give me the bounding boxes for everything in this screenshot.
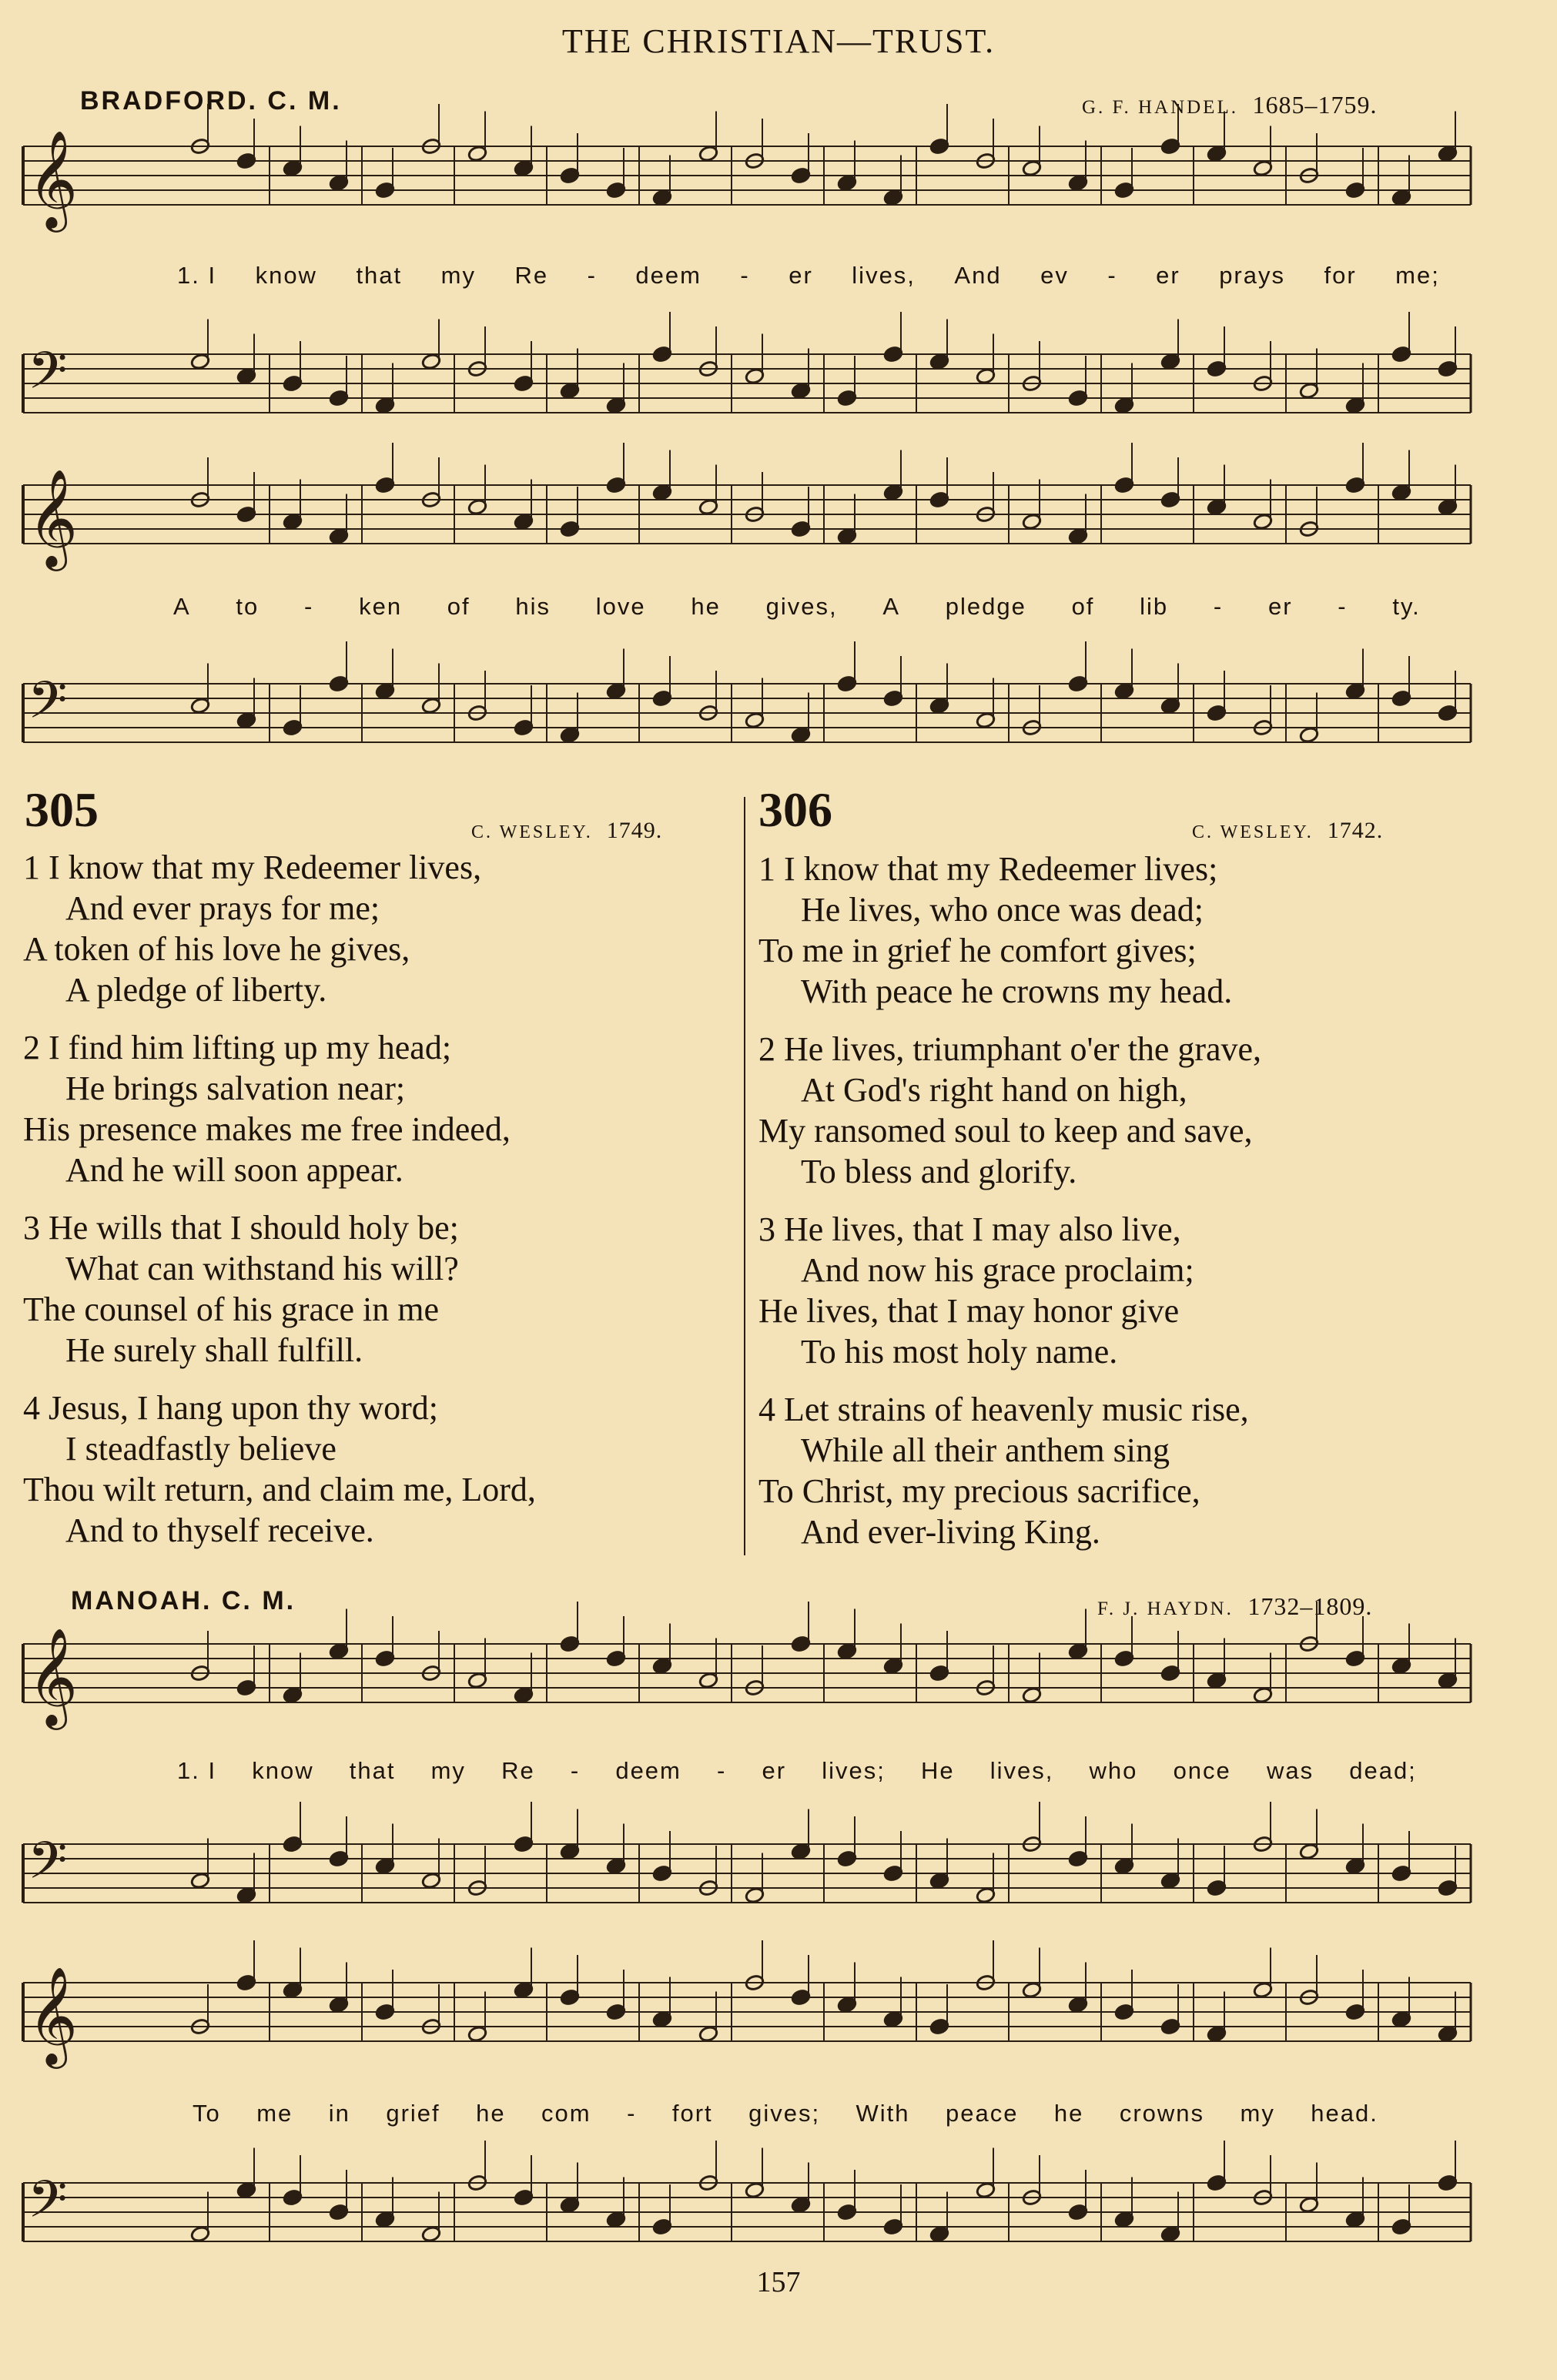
tune2-composer-credit <box>1097 1592 1372 1621</box>
verse-line: A pledge of liberty. <box>65 971 327 1009</box>
verse-line: He lives, who once was dead; <box>801 891 1204 929</box>
lyric-syllable: er <box>1267 593 1293 620</box>
verse-line: He brings salvation near; <box>65 1069 406 1107</box>
verse-line: And he will soon appear. <box>65 1151 403 1189</box>
tune1-lyrics-line2 <box>173 593 1421 621</box>
verse-line: And now his grace proclaim; <box>801 1251 1194 1289</box>
hymn306-credit <box>1192 818 1383 844</box>
verse-line: While all their anthem sing <box>801 1431 1170 1469</box>
lyric-syllable: - <box>740 262 750 289</box>
lyric-syllable: me; <box>1395 262 1440 289</box>
verse-line: 1 I know that my Redeemer lives; <box>758 850 1218 888</box>
tune2-system1-treble-staff <box>23 1629 1471 1729</box>
lyric-syllable: 1. I <box>177 262 217 289</box>
lyric-syllable: er <box>1156 262 1180 289</box>
lyric-syllable: - <box>1213 593 1224 620</box>
verse-line: 2 He lives, triumphant o'er the grave, <box>758 1030 1262 1068</box>
lyric-syllable: lives; <box>822 1757 886 1784</box>
hymn306-author: C. WESLEY. <box>1192 822 1314 842</box>
hymn305-year: 1749. <box>606 818 663 843</box>
lyric-syllable: ken <box>359 593 403 620</box>
hymn306-number: 306 <box>758 782 832 837</box>
tune2-system2-bass-staff <box>23 2167 1471 2268</box>
lyric-syllable: com <box>541 2100 591 2127</box>
lyric-syllable: 1. I <box>177 1757 217 1784</box>
lyric-syllable: in <box>328 2100 350 2127</box>
lyric-syllable: fort <box>671 2100 713 2127</box>
lyric-syllable: my <box>440 262 476 289</box>
tune2-system1-bass-staff <box>23 1829 1471 1929</box>
tune2-name: MANOAH. C. M. <box>71 1586 296 1615</box>
verse-line: What can withstand his will? <box>65 1250 459 1287</box>
verse-line: To Christ, my precious sacrifice, <box>758 1472 1200 1510</box>
tune1-name: BRADFORD. C. M. <box>80 86 342 115</box>
lyric-syllable: A <box>173 593 191 620</box>
lyric-syllable: my <box>1240 2100 1275 2127</box>
lyric-syllable: - <box>587 262 597 289</box>
verse-line: And ever prays for me; <box>65 889 380 927</box>
lyric-syllable: pledge <box>945 593 1026 620</box>
lyric-syllable: who <box>1089 1757 1138 1784</box>
lyric-syllable: of <box>447 593 470 620</box>
svg-text:𝄞: 𝄞 <box>28 1966 79 2064</box>
lyric-syllable: - <box>717 1757 727 1784</box>
verse-line: He surely shall fulfill. <box>65 1331 363 1369</box>
hymn305-text <box>23 847 536 1568</box>
lyric-syllable: once <box>1173 1757 1231 1784</box>
lyric-syllable: Re <box>501 1757 535 1784</box>
lyric-syllable: - <box>627 2100 637 2127</box>
stanza <box>758 1029 1261 1192</box>
stanza <box>23 1027 536 1190</box>
hymn306-year: 1742. <box>1327 818 1384 843</box>
verse-line: A token of his love he gives, <box>23 930 410 968</box>
tune2-system2-treble-staff <box>23 1967 1471 2067</box>
lyric-syllable: And <box>954 262 1002 289</box>
verse-line: Thou wilt return, and claim me, Lord, <box>23 1471 536 1508</box>
lyric-syllable: - <box>570 1757 581 1784</box>
lyric-syllable: crowns <box>1119 2100 1205 2127</box>
lyric-syllable: Re <box>514 262 549 289</box>
lyric-syllable: my <box>430 1757 466 1784</box>
stanza <box>758 1209 1261 1372</box>
lyric-syllable: know <box>252 1757 314 1784</box>
page-number: 157 <box>756 2266 801 2298</box>
lyric-syllable: his <box>515 593 551 620</box>
tune1-composer: G. F. HANDEL. <box>1082 97 1238 118</box>
lyric-syllable: A <box>882 593 900 620</box>
lyric-syllable: he <box>691 593 721 620</box>
stanza <box>23 847 536 1010</box>
lyric-syllable: He <box>920 1757 955 1784</box>
hymn305-credit <box>471 818 662 844</box>
tune1-system2-treble-staff <box>23 470 1471 570</box>
tune1-system1-bass-staff <box>23 339 1471 439</box>
verse-line: 4 Jesus, I hang upon thy word; <box>23 1389 438 1427</box>
lyric-syllable: me <box>256 2100 293 2127</box>
tune1-dates: 1685–1759. <box>1252 91 1378 119</box>
lyric-syllable: head. <box>1311 2100 1378 2127</box>
verse-line: With peace he crowns my head. <box>801 972 1233 1010</box>
lyric-syllable: er <box>789 262 813 289</box>
lyric-syllable: deem <box>615 1757 681 1784</box>
stanza <box>23 1207 536 1371</box>
verse-line: 3 He lives, that I may also live, <box>758 1210 1181 1248</box>
lyric-syllable: that <box>349 1757 396 1784</box>
lyric-syllable: ty. <box>1392 593 1421 620</box>
stanza <box>23 1387 536 1551</box>
svg-text:𝄞: 𝄞 <box>28 129 79 228</box>
tune2-composer: F. J. HAYDN. <box>1097 1598 1234 1619</box>
verse-line: 2 I find him lifting up my head; <box>23 1029 452 1066</box>
lyric-syllable: he <box>476 2100 506 2127</box>
lyric-syllable: peace <box>945 2100 1019 2127</box>
svg-text:𝄢: 𝄢 <box>28 341 68 413</box>
lyric-syllable: prays <box>1219 262 1285 289</box>
svg-text:𝄢: 𝄢 <box>28 1831 68 1903</box>
hymn306-text <box>758 849 1261 1569</box>
lyric-syllable: lives, <box>852 262 916 289</box>
hymn305-author: C. WESLEY. <box>471 822 593 842</box>
lyric-syllable: dead; <box>1349 1757 1417 1784</box>
stanza <box>758 849 1261 1012</box>
verse-line: I steadfastly believe <box>65 1430 337 1468</box>
lyric-syllable: - <box>1107 262 1117 289</box>
lyric-syllable: for <box>1324 262 1357 289</box>
lyric-syllable: know <box>255 262 317 289</box>
lyric-syllable: lib <box>1140 593 1169 620</box>
lyric-syllable: he <box>1053 2100 1084 2127</box>
svg-text:𝄢: 𝄢 <box>28 671 68 742</box>
stanza <box>758 1389 1261 1552</box>
verse-line: My ransomed soul to keep and save, <box>758 1112 1253 1150</box>
lyric-syllable: deem <box>635 262 701 289</box>
tune2-lyrics-line2 <box>193 2100 1378 2127</box>
verse-line: To me in grief he comfort gives; <box>758 932 1197 969</box>
verse-line: 1 I know that my Redeemer lives, <box>23 849 482 886</box>
hymn305-number: 305 <box>25 782 99 837</box>
column-divider <box>744 797 745 1555</box>
tune2-lyrics-line1 <box>177 1757 1417 1785</box>
verse-line: His presence makes me free indeed, <box>23 1110 511 1148</box>
lyric-syllable: love <box>595 593 646 620</box>
tune1-system2-bass-staff <box>23 668 1471 768</box>
tune1-system1-treble-staff <box>23 131 1471 231</box>
verse-line: 4 Let strains of heavenly music rise, <box>758 1391 1249 1428</box>
lyric-syllable: gives; <box>748 2100 821 2127</box>
verse-line: To bless and glorify. <box>801 1153 1077 1190</box>
lyric-syllable: grief <box>386 2100 440 2127</box>
svg-text:𝄢: 𝄢 <box>28 2170 68 2241</box>
tune1-composer-credit <box>1082 91 1377 119</box>
lyric-syllable: gives, <box>765 593 838 620</box>
svg-text:𝄞: 𝄞 <box>28 1627 79 1726</box>
lyric-syllable: er <box>762 1757 787 1784</box>
verse-line: And to thyself receive. <box>65 1511 374 1549</box>
lyric-syllable: With <box>856 2100 910 2127</box>
lyric-syllable: lives, <box>989 1757 1054 1784</box>
page-title: THE CHRISTIAN—TRUST. <box>561 22 996 60</box>
lyric-syllable: - <box>1338 593 1348 620</box>
lyric-syllable: - <box>304 593 314 620</box>
tune2-dates: 1732–1809. <box>1247 1592 1373 1620</box>
verse-line: The counsel of his grace in me <box>23 1290 440 1328</box>
verse-line: 3 He wills that I should holy be; <box>23 1209 459 1247</box>
lyric-syllable: that <box>356 262 403 289</box>
lyric-syllable: was <box>1266 1757 1314 1784</box>
lyric-syllable: ev <box>1040 262 1069 289</box>
verse-line: At God's right hand on high, <box>801 1071 1187 1109</box>
lyric-syllable: of <box>1071 593 1095 620</box>
tune1-lyrics-line1 <box>177 262 1440 290</box>
lyric-syllable: to <box>236 593 260 620</box>
verse-line: To his most holy name. <box>801 1333 1118 1371</box>
verse-line: He lives, that I may honor give <box>758 1292 1180 1330</box>
verse-line: And ever-living King. <box>801 1513 1100 1551</box>
svg-text:𝄞: 𝄞 <box>28 468 79 567</box>
lyric-syllable: To <box>193 2100 221 2127</box>
